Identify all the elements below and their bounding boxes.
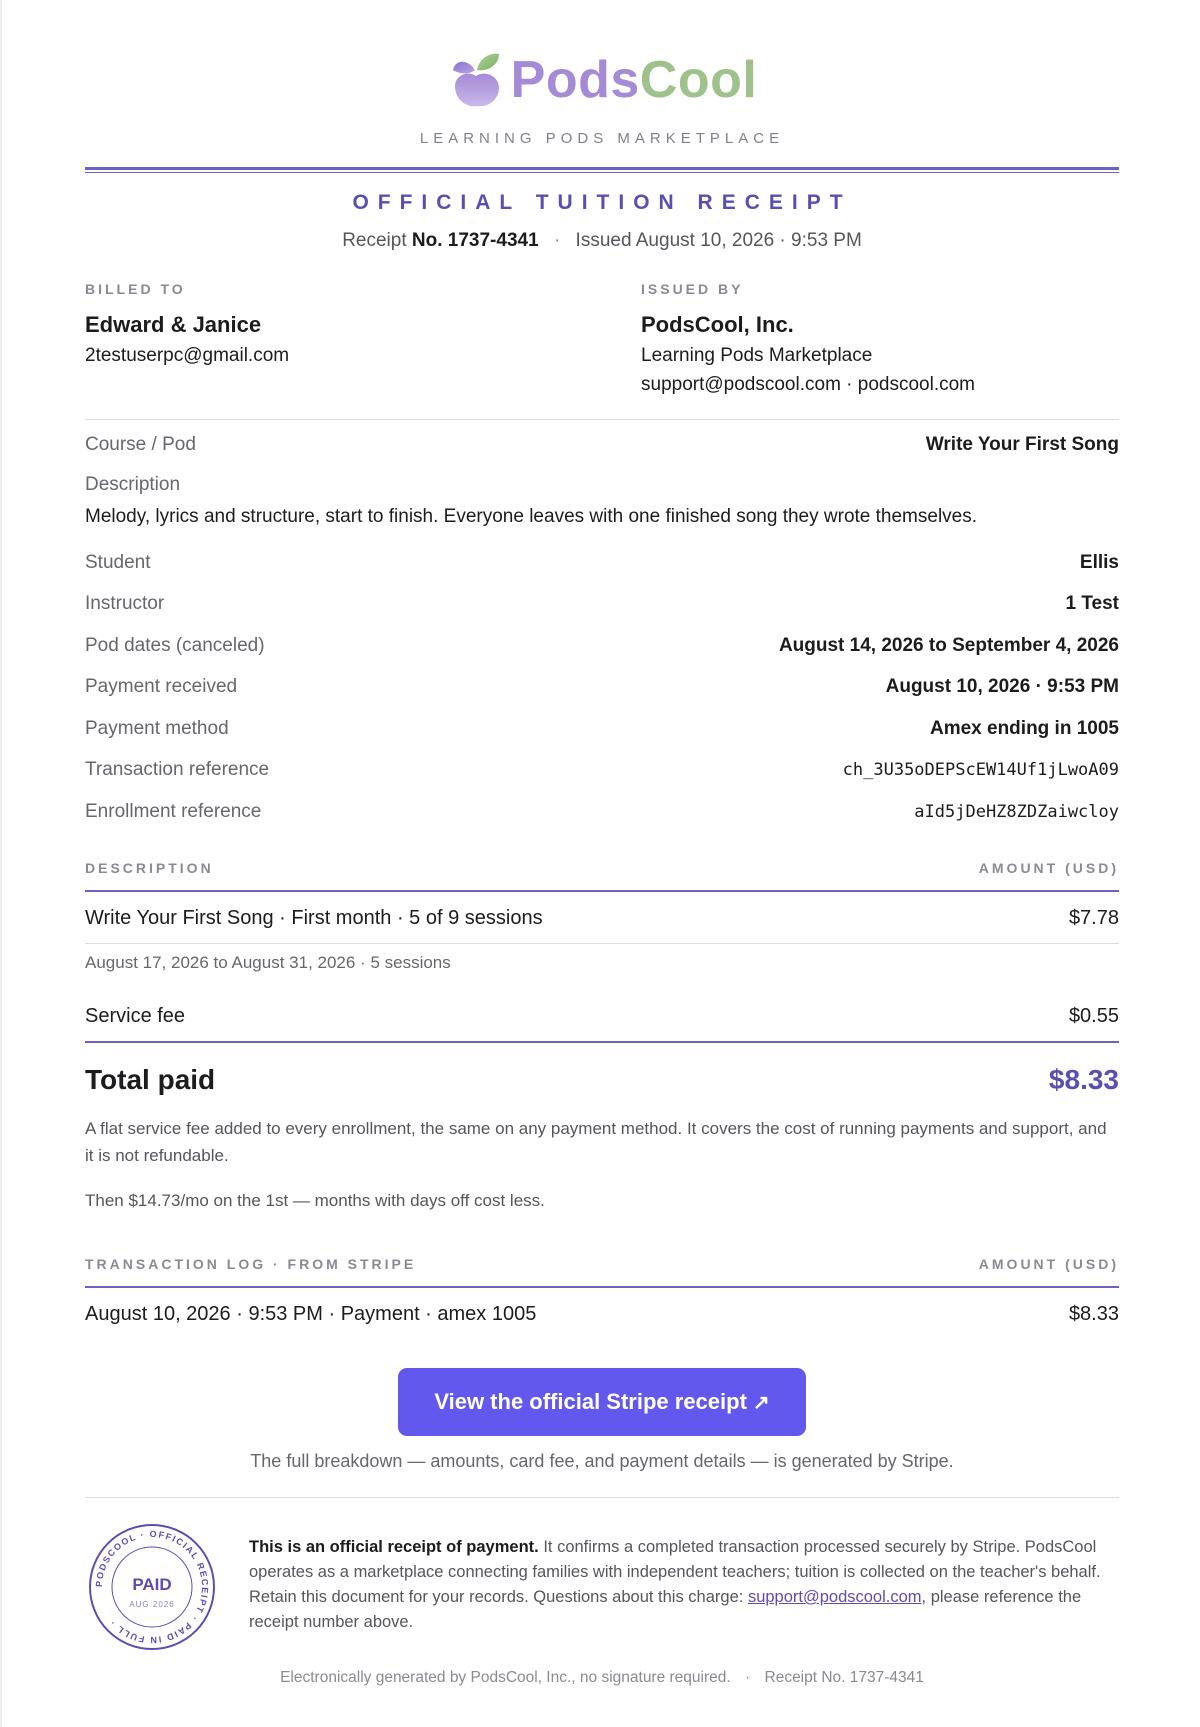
- log-col-description: TRANSACTION LOG · FROM STRIPE: [85, 1256, 417, 1272]
- receipt-prefix: Receipt: [342, 230, 407, 251]
- detail-transaction-ref: [85, 759, 1119, 781]
- brand-tagline: LEARNING PODS MARKETPLACE: [419, 130, 785, 147]
- student-label: Student: [85, 552, 151, 573]
- recurring-note: Then $14.73/mo on the 1st — months with days off cost less.: [85, 1191, 545, 1210]
- cta-label: View the official Stripe receipt: [434, 1389, 747, 1414]
- col-amount: AMOUNT (USD): [978, 860, 1119, 876]
- detail-pod-dates: [85, 635, 1119, 657]
- pod-dates-value: August 14, 2026 to September 4, 2026: [778, 635, 1119, 656]
- line-item-tuition: [85, 907, 1119, 930]
- tuition-label: Write Your First Song · First month · 5 of 9 sessions: [85, 907, 543, 929]
- billed-to-name: Edward & Janice: [85, 312, 262, 337]
- tuition-amount: $7.78: [1068, 907, 1119, 929]
- wordmark-cool: Cool: [639, 51, 758, 109]
- pod-dates-label: Pod dates (canceled): [85, 635, 265, 656]
- log-col-amount: AMOUNT (USD): [978, 1256, 1119, 1272]
- footer-body: It confirms a completed transaction processed securely by Stripe. PodsCool operates as a marketplace connecting families with independent teachers; tuition is collected on the teacher's behalf. Retain this document for your records. Questions about this charge:: [249, 1538, 1101, 1606]
- detail-enrollment-ref: [85, 801, 1119, 823]
- payment-method-value: Amex ending in 1005: [929, 718, 1119, 739]
- tuition-divider: [85, 943, 1119, 944]
- instructor-value: 1 Test: [1065, 593, 1119, 614]
- payment-received-value: August 10, 2026 · 9:53 PM: [885, 676, 1119, 697]
- instructor-label: Instructor: [85, 593, 165, 614]
- footer-receipt-number: Receipt No. 1737-4341: [764, 1669, 924, 1686]
- view-stripe-receipt-button[interactable]: [398, 1368, 806, 1436]
- receipt-meta: [85, 230, 1119, 252]
- transaction-ref-label: Transaction reference: [85, 759, 270, 780]
- billed-to-block: [85, 281, 289, 367]
- paid-stamp-icon: [87, 1522, 217, 1652]
- billed-to-email: 2testuserpc@gmail.com: [85, 345, 290, 366]
- issued-by-name: PodsCool, Inc.: [641, 312, 794, 337]
- detail-payment-received: [85, 676, 1119, 698]
- detail-course: [85, 434, 1119, 456]
- total-row: [85, 1064, 1119, 1096]
- course-value: Write Your First Song: [925, 434, 1119, 455]
- footer-generated: Electronically generated by PodsCool, Inc., no signature required.: [280, 1669, 731, 1686]
- issued-by-label: ISSUED BY: [641, 281, 744, 297]
- issued-by-line2: support@podscool.com · podscool.com: [641, 374, 976, 395]
- description-label: Description: [85, 474, 181, 495]
- external-link-icon: ↗: [752, 1391, 770, 1414]
- transaction-log-entry: [85, 1303, 1119, 1326]
- issued-by-block: [641, 281, 975, 396]
- service-fee-amount: $0.55: [1068, 1005, 1119, 1027]
- support-email-link[interactable]: support@podscool.com: [747, 1588, 922, 1606]
- tuition-subline: August 17, 2026 to August 31, 2026 · 5 sessions: [85, 953, 451, 972]
- receipt-number: No. 1737-4341: [411, 230, 539, 251]
- log-entry-amount: $8.33: [1068, 1303, 1119, 1325]
- total-label: Total paid: [85, 1064, 216, 1095]
- payment-method-label: Payment method: [85, 718, 229, 739]
- issued-by-line1: Learning Pods Marketplace: [641, 345, 873, 366]
- billed-to-label: BILLED TO: [85, 281, 186, 297]
- wordmark-pods: Pods: [510, 51, 640, 109]
- issued-date: Issued August 10, 2026 · 9:53 PM: [575, 230, 862, 251]
- footer-separator: ·: [745, 1669, 751, 1686]
- footer-tail: , please reference the receipt number above.: [249, 1588, 1082, 1631]
- footer-final-line: [85, 1669, 1119, 1687]
- detail-student: [85, 552, 1119, 574]
- parties-divider: [85, 419, 1119, 420]
- total-rule: [85, 1041, 1119, 1043]
- line-item-service-fee: [85, 1005, 1119, 1028]
- service-fee-label: Service fee: [85, 1005, 186, 1027]
- detail-payment-method: [85, 718, 1119, 740]
- payment-received-label: Payment received: [85, 676, 238, 697]
- line-items-header: [85, 860, 1119, 876]
- transaction-log-rule: [85, 1286, 1119, 1288]
- log-entry-label: August 10, 2026 · 9:53 PM · Payment · amex 1005: [85, 1303, 537, 1325]
- detail-description-label-row: [85, 474, 1119, 496]
- transaction-ref-value: ch_3U35oDEPScEW14Uf1jLwoA09: [842, 760, 1119, 780]
- enrollment-ref-value: aId5jDeHZ8ZDZaiwcloy: [914, 802, 1119, 822]
- document-title: OFFICIAL TUITION RECEIPT: [352, 191, 852, 214]
- enrollment-ref-label: Enrollment reference: [85, 801, 262, 822]
- header-divider: [85, 167, 1119, 173]
- cta-note: The full breakdown — amounts, card fee, and payment details — is generated by Stripe.: [250, 1451, 954, 1471]
- brand-logo: [85, 50, 1119, 110]
- service-fee-note: A flat service fee added to every enrollment, the same on any payment method. It covers the cost of running payments and support, and it is not refundable.: [85, 1119, 1107, 1165]
- brand-wordmark: [511, 50, 758, 110]
- meta-separator: ·: [553, 230, 561, 251]
- student-value: Ellis: [1079, 552, 1119, 573]
- footer-bold-intro: This is an official receipt of payment.: [249, 1538, 539, 1556]
- stamp-date-text: AUG 2026: [129, 1600, 175, 1609]
- transaction-log-header: [85, 1256, 1119, 1272]
- footer-disclaimer: [249, 1535, 1119, 1635]
- course-label: Course / Pod: [85, 434, 196, 455]
- detail-instructor: [85, 593, 1119, 615]
- footer-divider: [85, 1497, 1119, 1498]
- leaf-logo-icon: [447, 50, 505, 110]
- line-items-rule: [85, 890, 1119, 892]
- description-value: Melody, lyrics and structure, start to finish. Everyone leaves with one finished song they wrote themselves.: [85, 506, 978, 527]
- stamp-ring-text: PODSCOOL · OFFICIAL RECEIPT · PAID IN FULL ·: [93, 1528, 211, 1646]
- stamp-main-text: PAID: [132, 1575, 172, 1594]
- col-description: DESCRIPTION: [85, 860, 214, 876]
- total-amount: $8.33: [1048, 1064, 1119, 1095]
